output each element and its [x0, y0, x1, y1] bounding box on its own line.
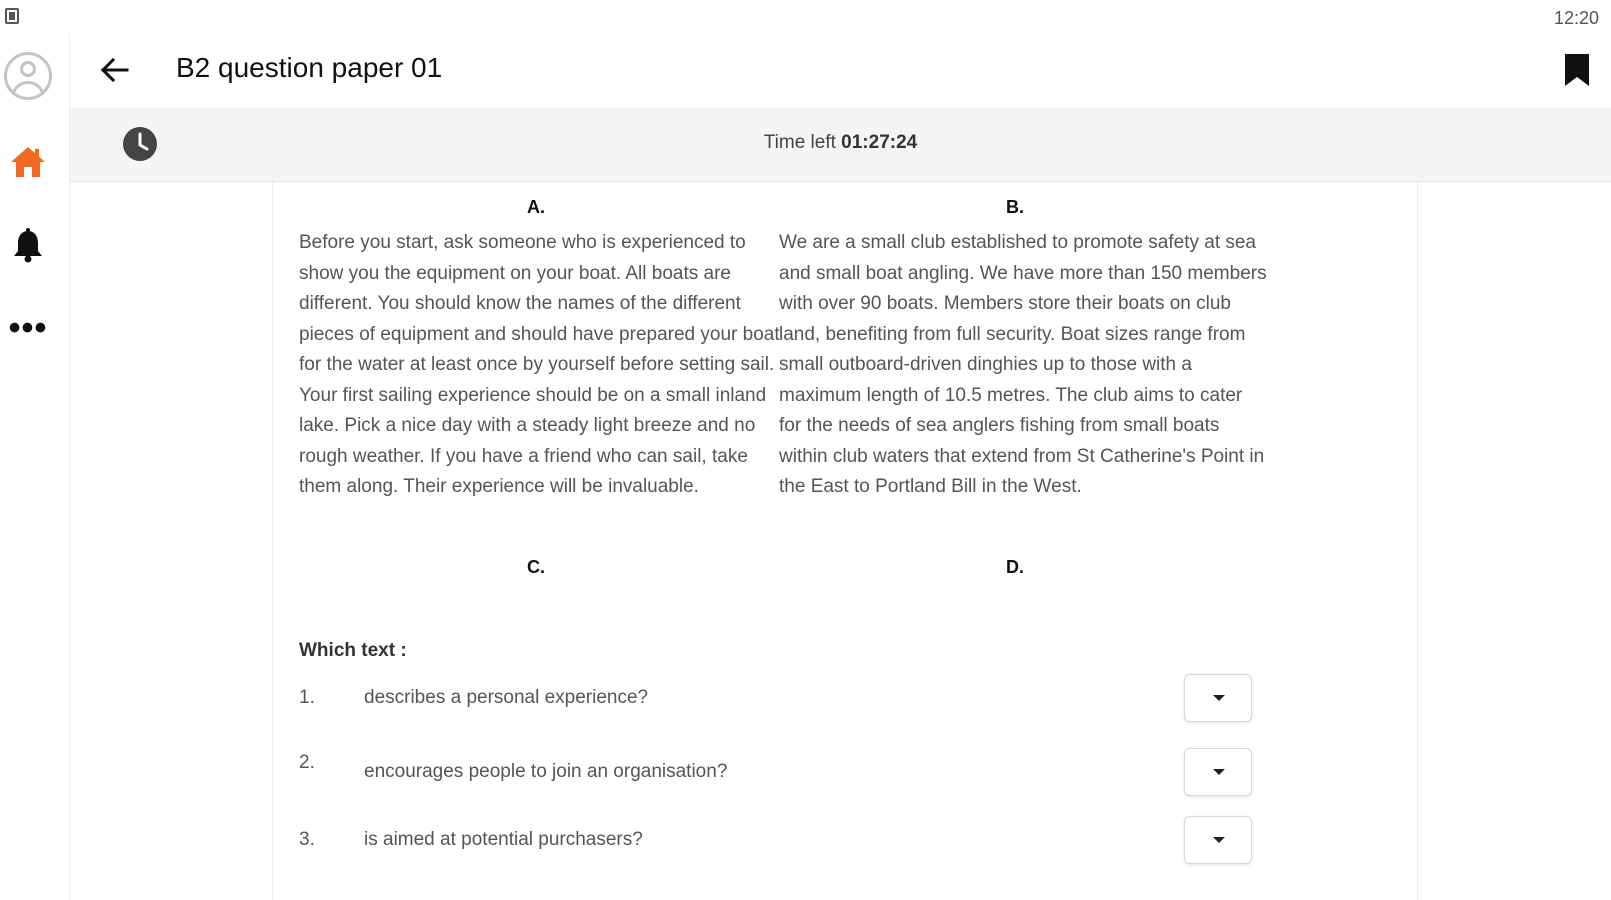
more-horizontal-icon: ••• [8, 309, 48, 347]
page-title: B2 question paper 01 [176, 52, 443, 83]
caret-down-icon [1213, 837, 1225, 843]
notification-square-icon [5, 8, 19, 24]
bookmark-button[interactable] [1559, 50, 1595, 90]
question-card [272, 182, 1418, 900]
nav-more-button[interactable] [6, 306, 50, 350]
question-text: is aimed at potential purchasers? [364, 829, 643, 850]
navigation-rail [0, 34, 70, 900]
time-left [70, 132, 1611, 154]
passage-d-heading: D. [1006, 557, 1024, 577]
question-row [299, 816, 1299, 866]
home-icon [9, 145, 47, 179]
passage-a-heading: A. [527, 197, 545, 217]
passage-c-heading: C. [527, 557, 545, 577]
answer-dropdown-3[interactable] [1184, 816, 1252, 864]
time-left-value: 01:27:24 [841, 132, 918, 153]
question-number: 3. [299, 829, 315, 850]
bookmark-icon [1563, 52, 1591, 88]
nav-home-button[interactable] [6, 140, 50, 184]
question-text: encourages people to join an organisation? [364, 761, 728, 782]
question-text: describes a personal experience? [364, 687, 649, 708]
passage-b-text: We are a small club established to promote safety at sea and small boat angling. We have more than 150 members with over 90 boats. Members store their boats on club land, benefiting from full security. Boat sizes range from small outboard-driven dinghies up to those with a maximum length of 10.5 metres. The club aims to cater for the needs of sea anglers fishing from small boats within club waters that extend from St Catherine's Point in the East to Portland Bill in the West. [779, 232, 1267, 497]
questions-intro: Which text : [299, 640, 407, 661]
arrow-left-icon [99, 57, 129, 83]
question-row [299, 674, 1299, 724]
answer-dropdown-1[interactable] [1184, 674, 1252, 722]
timer-bar [70, 108, 1611, 182]
caret-down-icon [1213, 769, 1225, 775]
answer-dropdown-2[interactable] [1184, 748, 1252, 796]
question-number: 2. [299, 752, 315, 773]
status-bar [0, 0, 1611, 34]
nav-notifications-button[interactable] [6, 224, 50, 268]
time-left-label: Time left [763, 132, 836, 153]
bell-icon [11, 228, 45, 264]
question-row [299, 748, 1299, 798]
question-number: 1. [299, 687, 315, 708]
avatar-icon[interactable] [4, 52, 52, 100]
passage-b-heading: B. [1006, 197, 1024, 217]
passage-a-text: Before you start, ask someone who is experienced to show you the equipment on your boat. All boats are different. You should know the names of the different pieces of equipment and should have prepared your boat for the water at least once by yourself before setting sail. Your first sailing experience should be on a small inland lake. Pick a nice day with a steady light breeze and no rough weather. If you have a friend who can sail, take them along. Their experience will be invaluable. [299, 232, 780, 497]
caret-down-icon [1213, 695, 1225, 701]
app-bar [70, 34, 1611, 108]
back-button[interactable] [94, 50, 134, 90]
status-time: 12:20 [1553, 8, 1599, 28]
